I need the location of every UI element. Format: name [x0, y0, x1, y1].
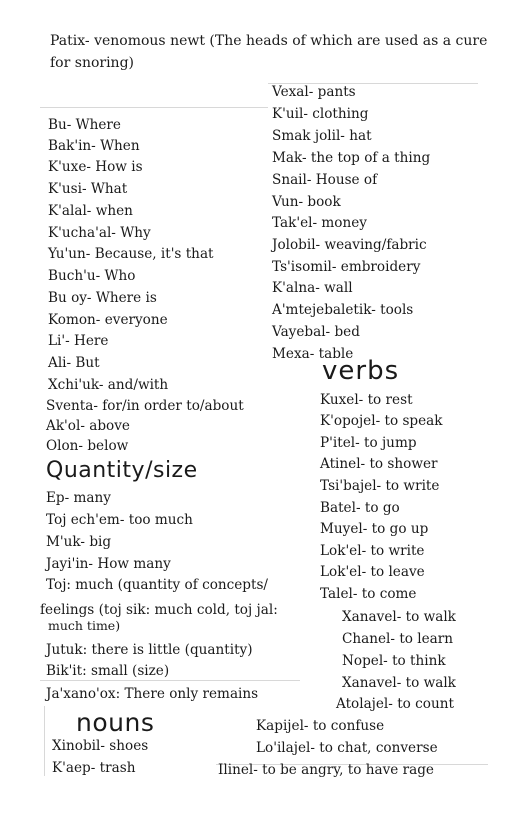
word-entry: Tak'el- money [272, 215, 367, 231]
word-entry: Kuxel- to rest [320, 392, 413, 408]
word-entry: Sventa- for/in order to/about [46, 398, 244, 414]
word-entry: Talel- to come [320, 586, 417, 602]
word-entry: Snail- House of [272, 172, 378, 188]
word-entry: Toj: much (quantity of concepts/ [46, 577, 269, 593]
word-entry: Nopel- to think [342, 653, 446, 669]
word-entry: Ep- many [46, 490, 111, 506]
word-entry: Bak'in- When [48, 138, 140, 154]
word-entry: Olon- below [46, 438, 129, 454]
word-entry: Toj ech'em- too much [46, 512, 193, 528]
word-entry: Bu oy- Where is [48, 290, 157, 306]
word-entry: Batel- to go [320, 500, 400, 516]
word-entry: Kapijel- to confuse [256, 718, 385, 734]
word-entry: Chanel- to learn [342, 631, 454, 647]
word-entry: Jayi'in- How many [46, 556, 171, 572]
word-entry: Lo'ilajel- to chat, converse [256, 740, 438, 756]
word-entry: Ts'isomil- embroidery [272, 259, 421, 275]
intro-note: Patix- venomous newt (The heads of which are used as a cure for snoring) [50, 33, 488, 71]
word-entry: Smak jolil- hat [272, 128, 372, 144]
word-entry: K'uxe- How is [48, 159, 143, 175]
word-entry: Xinobil- shoes [52, 738, 149, 754]
word-entry: Yu'un- Because, it's that [48, 246, 214, 262]
word-entry: Xanavel- to walk [342, 675, 456, 691]
word-entry: Vun- book [272, 194, 341, 210]
word-entry: Jutuk: there is little (quantity) [46, 642, 253, 658]
word-entry: M'uk- big [46, 534, 112, 550]
word-entry: Ak'ol- above [46, 418, 130, 434]
word-entry: Xanavel- to walk [342, 609, 456, 625]
word-entry: K'usi- What [48, 181, 128, 197]
word-entry: P'itel- to jump [320, 435, 417, 451]
word-entry: Atolajel- to count [336, 696, 454, 712]
word-entry: Vayebal- bed [272, 324, 360, 340]
word-entry: Vexal- pants [272, 84, 356, 100]
word-entry: Komon- everyone [48, 312, 168, 328]
word-entry: Buch'u- Who [48, 268, 136, 284]
word-entry: Lok'el- to leave [320, 564, 425, 580]
word-entry: Ja'xano'ox: There only remains [46, 686, 259, 702]
word-entry: Muyel- to go up [320, 521, 429, 537]
word-entry: Ali- But [48, 355, 100, 371]
word-entry: K'opojel- to speak [320, 413, 443, 429]
word-entry: Jolobil- weaving/fabric [272, 237, 427, 253]
word-entry: Bik'it: small (size) [46, 663, 170, 679]
verbs-heading: verbs [322, 356, 400, 386]
word-entry: K'uil- clothing [272, 106, 369, 122]
word-entry: Mak- the top of a thing [272, 150, 431, 166]
word-entry: Xchi'uk- and/with [48, 377, 169, 393]
word-entry: Bu- Where [48, 117, 121, 133]
word-entry: A'mtejebaletik- tools [272, 302, 414, 318]
word-entry: much time) [48, 618, 121, 633]
word-entry: K'ucha'al- Why [48, 225, 151, 241]
word-entry: Ilinel- to be angry, to have rage [218, 762, 434, 778]
word-entry: Mexa- table [272, 346, 354, 362]
word-entry: K'alal- when [48, 203, 133, 219]
word-entry: Lok'el- to write [320, 543, 425, 559]
quantity-heading: Quantity/size [46, 458, 198, 483]
word-entry: Atinel- to shower [320, 456, 438, 472]
word-entry: K'alna- wall [272, 280, 353, 296]
word-entry: feelings (toj sik: much cold, toj jal: [40, 602, 278, 618]
nouns-heading: nouns [76, 708, 155, 737]
word-entry: Li'- Here [48, 333, 109, 349]
word-entry: K'aep- trash [52, 760, 136, 776]
word-entry: Tsi'bajel- to write [320, 478, 440, 494]
